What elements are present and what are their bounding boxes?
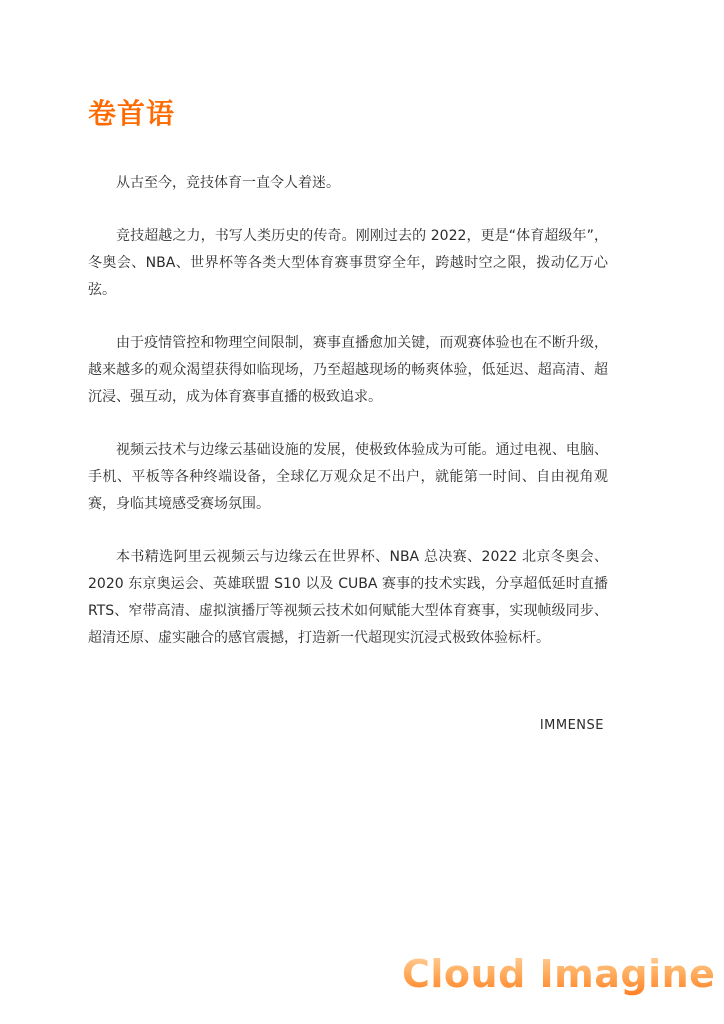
paragraph-3: 由于疫情管控和物理空间限制，赛事直播愈加关键，而观赛体验也在不断升级，越来越多的观众渴望获得如临现场，乃至超越现场的畅爽体验，低延迟、超高清、超沉浸、强互动，成为体育赛事直播的极致追求。 (88, 335, 608, 405)
paragraph-4: 视频云技术与边缘云基础设施的发展，使极致体验成为可能。通过电视、电脑、手机、平板等各种终端设备，全球亿万观众足不出户，就能第一时间、自由视角观赛，身临其境感受赛场氛围。 (88, 442, 608, 512)
author-signature: IMMENSE (539, 718, 604, 733)
paragraph-1: 从古至今，竞技体育一直令人着迷。 (116, 175, 340, 191)
paragraph-5: 本书精选阿里云视频云与边缘云在世界杯、NBA 总决赛、2022 北京冬奥会、2020 东京奥运会、英雄联盟 S10 以及 CUBA 赛事的技术实践，分享超低延时直播 RTS、窄带高清、虚拟演播厅等视频云技术如何赋能大型体育赛事，实现帧级同步、超清还原、虚实融合的感官震撼，打造新一代超现实沉浸式极致体验标杆。 (88, 549, 608, 646)
page-title: 卷首语 (88, 97, 176, 130)
cloud-imagine-logo: Cloud Imagine (402, 952, 716, 996)
paragraph-2: 竞技超越之力，书写人类历史的传奇。刚刚过去的 2022，更是“体育超级年”，冬奥会、NBA、世界杯等各类大型体育赛事贯穿全年，跨越时空之限，拨动亿万心弦。 (88, 228, 608, 298)
body-text (88, 170, 608, 678)
